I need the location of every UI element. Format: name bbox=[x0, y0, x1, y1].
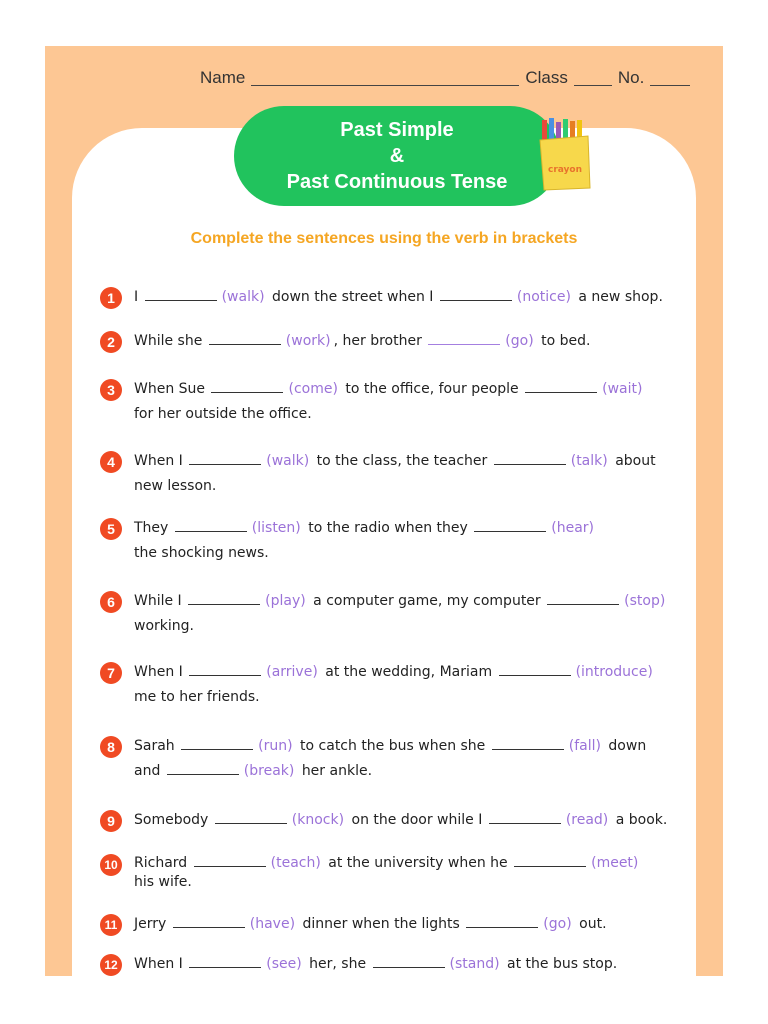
question-item bbox=[100, 852, 700, 892]
sentence-text: at the wedding, Mariam bbox=[325, 664, 493, 680]
verb-hint: (walk) bbox=[221, 289, 265, 305]
question-item bbox=[100, 660, 700, 710]
verb-hint: (come) bbox=[288, 381, 338, 397]
sentence-text: new lesson. bbox=[134, 478, 217, 494]
answer-blank[interactable] bbox=[189, 953, 261, 968]
verb-hint: (meet) bbox=[591, 855, 639, 871]
sentence-text: When I bbox=[134, 956, 183, 972]
sentence-text: his wife. bbox=[134, 874, 192, 890]
answer-blank[interactable] bbox=[525, 378, 597, 393]
answer-blank[interactable] bbox=[167, 760, 239, 775]
sentence-text: Jerry bbox=[134, 916, 167, 932]
question-item bbox=[100, 952, 700, 977]
sentence-text: for her outside the office. bbox=[134, 406, 312, 422]
answer-blank[interactable] bbox=[466, 913, 538, 928]
verb-hint: (walk) bbox=[266, 453, 310, 469]
title-line-2: & bbox=[389, 145, 405, 167]
sentence-text: about bbox=[615, 453, 656, 469]
question-number-badge: 10 bbox=[100, 854, 122, 876]
sentence-text: When Sue bbox=[134, 381, 206, 397]
question-number-badge: 1 bbox=[100, 287, 122, 309]
question-item bbox=[100, 912, 700, 937]
question-number-badge: 11 bbox=[100, 914, 122, 936]
sentence-text: to bed. bbox=[541, 333, 591, 349]
sentence-text: to catch the bus when she bbox=[300, 738, 486, 754]
sentence-text: dinner when the lights bbox=[302, 916, 460, 932]
sentence-text: a computer game, my computer bbox=[313, 593, 541, 609]
sentence-text: to the radio when they bbox=[308, 520, 468, 536]
sentence-text: to the office, four people bbox=[345, 381, 519, 397]
answer-blank[interactable] bbox=[209, 330, 281, 345]
verb-hint: (wait) bbox=[602, 381, 643, 397]
verb-hint: (go) bbox=[543, 916, 572, 932]
sentence-text: the shocking news. bbox=[134, 545, 269, 561]
class-field[interactable] bbox=[574, 67, 612, 86]
sentence-text: Somebody bbox=[134, 812, 209, 828]
sentence-text: to the class, the teacher bbox=[316, 453, 488, 469]
answer-blank[interactable] bbox=[188, 590, 260, 605]
sentence-text: me to her friends. bbox=[134, 689, 260, 705]
question-item bbox=[100, 377, 700, 427]
sentence-text: her ankle. bbox=[301, 763, 373, 779]
question-number-badge: 2 bbox=[100, 331, 122, 353]
number-field[interactable] bbox=[650, 67, 690, 86]
question-number-badge: 7 bbox=[100, 662, 122, 684]
question-number-badge: 4 bbox=[100, 451, 122, 473]
sentence-text: at the university when he bbox=[328, 855, 508, 871]
answer-blank[interactable] bbox=[514, 852, 586, 867]
question-item bbox=[100, 516, 700, 566]
sentence-text: a new shop. bbox=[578, 289, 663, 305]
question-item bbox=[100, 808, 700, 833]
sentence-text: down the street when I bbox=[272, 289, 434, 305]
answer-blank[interactable] bbox=[194, 852, 266, 867]
verb-hint: (break) bbox=[243, 763, 295, 779]
sentence-text: , her brother bbox=[333, 333, 422, 349]
answer-blank[interactable] bbox=[211, 378, 283, 393]
answer-blank[interactable] bbox=[189, 450, 261, 465]
verb-hint: (go) bbox=[505, 333, 534, 349]
title-line-3: Past Continuous Tense bbox=[286, 171, 508, 193]
sentence-text: at the bus stop. bbox=[507, 956, 618, 972]
sentence-text: While I bbox=[134, 593, 182, 609]
sentence-text: Richard bbox=[134, 855, 188, 871]
class-label: Class bbox=[525, 68, 568, 87]
answer-blank[interactable] bbox=[173, 913, 245, 928]
name-label: Name bbox=[200, 68, 246, 87]
sentence-text: down bbox=[608, 738, 647, 754]
answer-blank[interactable] bbox=[373, 953, 445, 968]
question-item bbox=[100, 734, 700, 784]
verb-hint: (have) bbox=[249, 916, 296, 932]
page-title bbox=[234, 106, 560, 206]
answer-blank[interactable] bbox=[189, 661, 261, 676]
title-line-1: Past Simple bbox=[340, 119, 454, 141]
question-number-badge: 3 bbox=[100, 379, 122, 401]
name-field[interactable] bbox=[251, 67, 519, 86]
answer-blank[interactable] bbox=[492, 735, 564, 750]
answer-blank[interactable] bbox=[145, 286, 217, 301]
sentence-text: While she bbox=[134, 333, 203, 349]
sentence-text: I bbox=[134, 289, 139, 305]
crayon-box-icon bbox=[536, 118, 592, 192]
answer-blank[interactable] bbox=[474, 517, 546, 532]
verb-hint: (see) bbox=[266, 956, 302, 972]
sentence-text: out. bbox=[579, 916, 607, 932]
verb-hint: (notice) bbox=[516, 289, 571, 305]
question-number-badge: 6 bbox=[100, 591, 122, 613]
number-label: No. bbox=[617, 68, 645, 87]
question-number-badge: 12 bbox=[100, 954, 122, 976]
answer-blank[interactable] bbox=[428, 330, 500, 345]
question-item bbox=[100, 449, 700, 499]
verb-hint: (run) bbox=[258, 738, 293, 754]
answer-blank[interactable] bbox=[489, 809, 561, 824]
verb-hint: (stand) bbox=[449, 956, 500, 972]
sentence-text: When I bbox=[134, 453, 183, 469]
question-item bbox=[100, 589, 700, 639]
answer-blank[interactable] bbox=[499, 661, 571, 676]
sentence-text: and bbox=[134, 763, 161, 779]
verb-hint: (introduce) bbox=[575, 664, 653, 680]
answer-blank[interactable] bbox=[175, 517, 247, 532]
question-item bbox=[100, 329, 700, 354]
question-number-badge: 9 bbox=[100, 810, 122, 832]
sentence-text: her, she bbox=[309, 956, 367, 972]
verb-hint: (teach) bbox=[270, 855, 321, 871]
question-number-badge: 5 bbox=[100, 518, 122, 540]
answer-blank[interactable] bbox=[181, 735, 253, 750]
answer-blank[interactable] bbox=[494, 450, 566, 465]
verb-hint: (read) bbox=[565, 812, 609, 828]
sentence-text: They bbox=[134, 520, 169, 536]
verb-hint: (hear) bbox=[551, 520, 594, 536]
sentence-text: When I bbox=[134, 664, 183, 680]
answer-blank[interactable] bbox=[215, 809, 287, 824]
question-item bbox=[100, 285, 700, 310]
student-info-line bbox=[200, 60, 720, 88]
verb-hint: (talk) bbox=[570, 453, 608, 469]
verb-hint: (work) bbox=[285, 333, 331, 349]
answer-blank[interactable] bbox=[440, 286, 512, 301]
sentence-text: working. bbox=[134, 618, 194, 634]
verb-hint: (knock) bbox=[291, 812, 345, 828]
question-number-badge: 8 bbox=[100, 736, 122, 758]
verb-hint: (listen) bbox=[251, 520, 301, 536]
verb-hint: (fall) bbox=[568, 738, 601, 754]
answer-blank[interactable] bbox=[547, 590, 619, 605]
crayon-box-text: crayon bbox=[547, 165, 583, 175]
verb-hint: (stop) bbox=[624, 593, 666, 609]
sentence-text: Sarah bbox=[134, 738, 175, 754]
sentence-text: on the door while I bbox=[351, 812, 483, 828]
verb-hint: (play) bbox=[265, 593, 306, 609]
sentence-text: a book. bbox=[615, 812, 668, 828]
verb-hint: (arrive) bbox=[266, 664, 318, 680]
instruction-text: Complete the sentences using the verb in brackets bbox=[190, 230, 578, 247]
